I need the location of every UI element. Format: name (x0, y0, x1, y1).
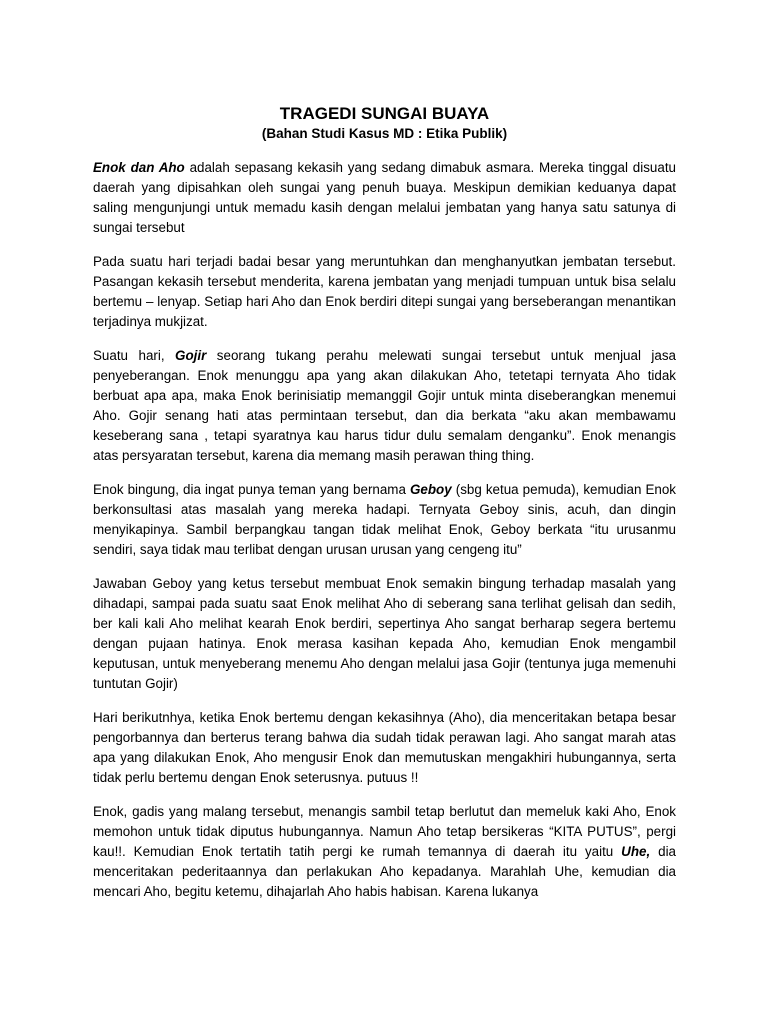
paragraph-1-text: adalah sepasang kekasih yang sedang dimabuk asmara. Mereka tinggal disuatu daerah yang dipisahkan oleh sungai yang penuh buaya. Meskipun demikian keduanya dapat saling mengunjungi untuk memadu kasih dengan melalui jembatan yang hanya satu satunya di sungai tersebut (93, 160, 676, 235)
paragraph-3 (93, 346, 676, 466)
paragraph-4 (93, 480, 676, 560)
paragraph-2 (93, 252, 676, 332)
paragraph-7 (93, 802, 676, 902)
paragraph-3-text-a: Suatu hari, (93, 348, 176, 363)
paragraph-6 (93, 708, 676, 788)
paragraph-7-text-b: dia menceritakan pederitaannya dan perlakukan Aho kepadanya. Marahlah Uhe, kemudian dia mencari Aho, begitu ketemu, dihajarlah Aho habis habisan. Karena lukanya (93, 844, 677, 899)
paragraph-7-text-a: Enok, gadis yang malang tersebut, menangis sambil tetap berlutut dan memeluk kaki Aho, Enok memohon untuk tidak diputus hubungannya. Namun Aho tetap bersikeras “KITA PUTUS”, pergi kau!!. Kemudian Enok tertatih tatih pergi ke rumah temannya di daerah itu yaitu (93, 804, 676, 859)
document-subtitle: (Bahan Studi Kasus MD : Etika Publik) (261, 126, 508, 141)
paragraph-4-emphasis: Geboy (409, 482, 452, 497)
paragraph-3-text-b: seorang tukang perahu melewati sungai tersebut untuk menjual jasa penyeberangan. Enok menunggu apa yang akan dilakukan Aho, tetetapi ternyata Aho tidak berbuat apa apa, maka Enok berinisiatip memanggil Gojir untuk minta diseberangkan menemui Aho. Gojir senang hati atas permintaan tersebut, dan dia berkata “aku akan membawamu keseberang sana , tetapi syaratnya kau harus tidur dulu semalam denganku”. Enok menangis atas persyaratan tersebut, karena dia memang masih perawan thing thing. (93, 348, 676, 463)
paragraph-1 (93, 158, 676, 238)
paragraph-3-emphasis: Gojir (175, 348, 207, 363)
paragraph-7-emphasis: Uhe, (621, 844, 651, 859)
paragraph-2-text: Pada suatu hari terjadi badai besar yang meruntuhkan dan menghanyutkan jembatan tersebut. Pasangan kekasih tersebut menderita, karena jembatan yang menjadi tumpuan untuk bisa selalu bertemu – lenyap. Setiap hari Aho dan Enok berdiri ditepi sungai yang berseberangan menantikan terjadinya mukjizat. (93, 254, 676, 329)
document-title: TRAGEDI SUNGAI BUAYA (279, 104, 490, 123)
paragraph-4-text-a: Enok bingung, dia ingat punya teman yang bernama (93, 482, 410, 497)
paragraph-4-text-b: (sbg ketua pemuda), kemudian Enok berkonsultasi atas masalah yang mereka hadapi. Ternyata Geboy sinis, acuh, dan dingin menyikapinya. Sambil berpangkau tangan tidak melihat Enok, Geboy berkata “itu urusanmu sendiri, saya tidak mau terlibat dengan urusan urusan yang cengeng itu” (93, 482, 676, 557)
paragraph-1-emphasis: Enok dan Aho (93, 160, 185, 175)
paragraph-6-text: Hari berikutnhya, ketika Enok bertemu dengan kekasihnya (Aho), dia menceritakan betapa besar pengorbannya dan berterus terang bahwa dia sudah tidak perawan lagi. Aho sangat marah atas apa yang dilakukan Enok, Aho mengusir Enok dan memutuskan mengakhiri hubungannya, serta tidak perlu bertemu dengan Enok seterusnya. putuus !! (93, 710, 676, 785)
paragraph-5-text: Jawaban Geboy yang ketus tersebut membuat Enok semakin bingung terhadap masalah yang dihadapi, sampai pada suatu saat Enok melihat Aho di seberang sana terlihat gelisah dan sedih, ber kali kali Aho melihat kearah Enok berdiri, sepertinya Aho sangat berharap segera bertemu dengan pujaan hatinya. Enok merasa kasihan kepada Aho, kemudian Enok mengambil keputusan, untuk menyeberang menemu Aho dengan melalui jasa Gojir (tentunya juga memenuhi tuntutan Gojir) (93, 576, 676, 691)
paragraph-5 (93, 574, 676, 694)
